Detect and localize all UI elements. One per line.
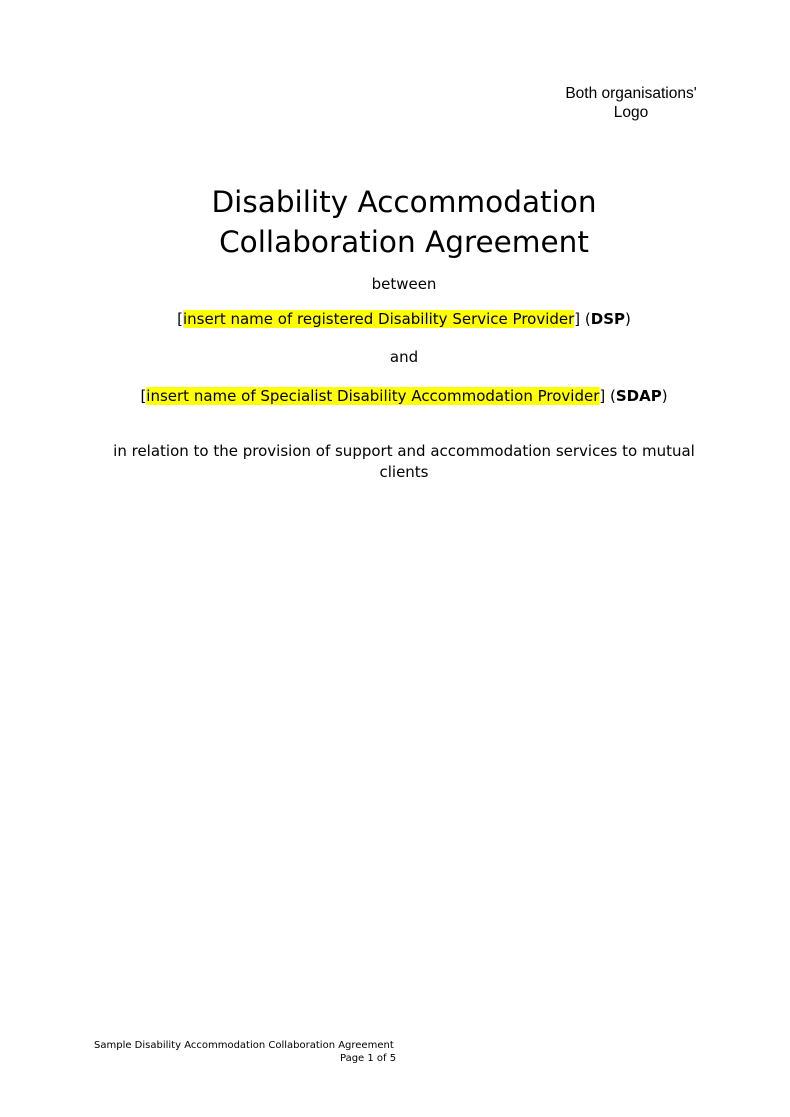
party-dsp (0, 309, 790, 330)
document-title (0, 182, 790, 262)
between-text: between (371, 275, 437, 293)
party-dsp-close-bracket: ] ( (574, 310, 591, 328)
party-dsp-close-paren: ) (625, 310, 631, 328)
party-sdap-close-paren: ) (661, 387, 668, 405)
party-dsp-open-bracket: [ (177, 310, 183, 328)
footer-document-name: Sample Disability Accommodation Collaboration Agreement (94, 1040, 394, 1051)
party-sdap-close-bracket: ] ( (599, 387, 616, 405)
logo-placeholder (531, 84, 731, 122)
logo-line-2: Logo (613, 104, 649, 121)
party-sdap-abbreviation: SDAP (615, 387, 662, 405)
party-sdap-placeholder: insert name of Specialist Disability Accommodation Provider (146, 387, 600, 405)
logo-line-1: Both organisations' (565, 85, 697, 102)
party-sdap (0, 386, 790, 407)
party-dsp-placeholder: insert name of registered Disability Service Provider (182, 310, 575, 328)
party-dsp-abbreviation: DSP (590, 310, 626, 328)
and-text: and (389, 348, 419, 366)
party-sdap-open-bracket: [ (140, 387, 147, 405)
title-line-1: Disability Accommodation (211, 185, 597, 219)
relation-text: in relation to the provision of support and accommodation services to mutual clients (113, 442, 695, 481)
title-line-2: Collaboration Agreement (219, 225, 589, 259)
footer-page-number: Page 1 of 5 (340, 1053, 397, 1064)
